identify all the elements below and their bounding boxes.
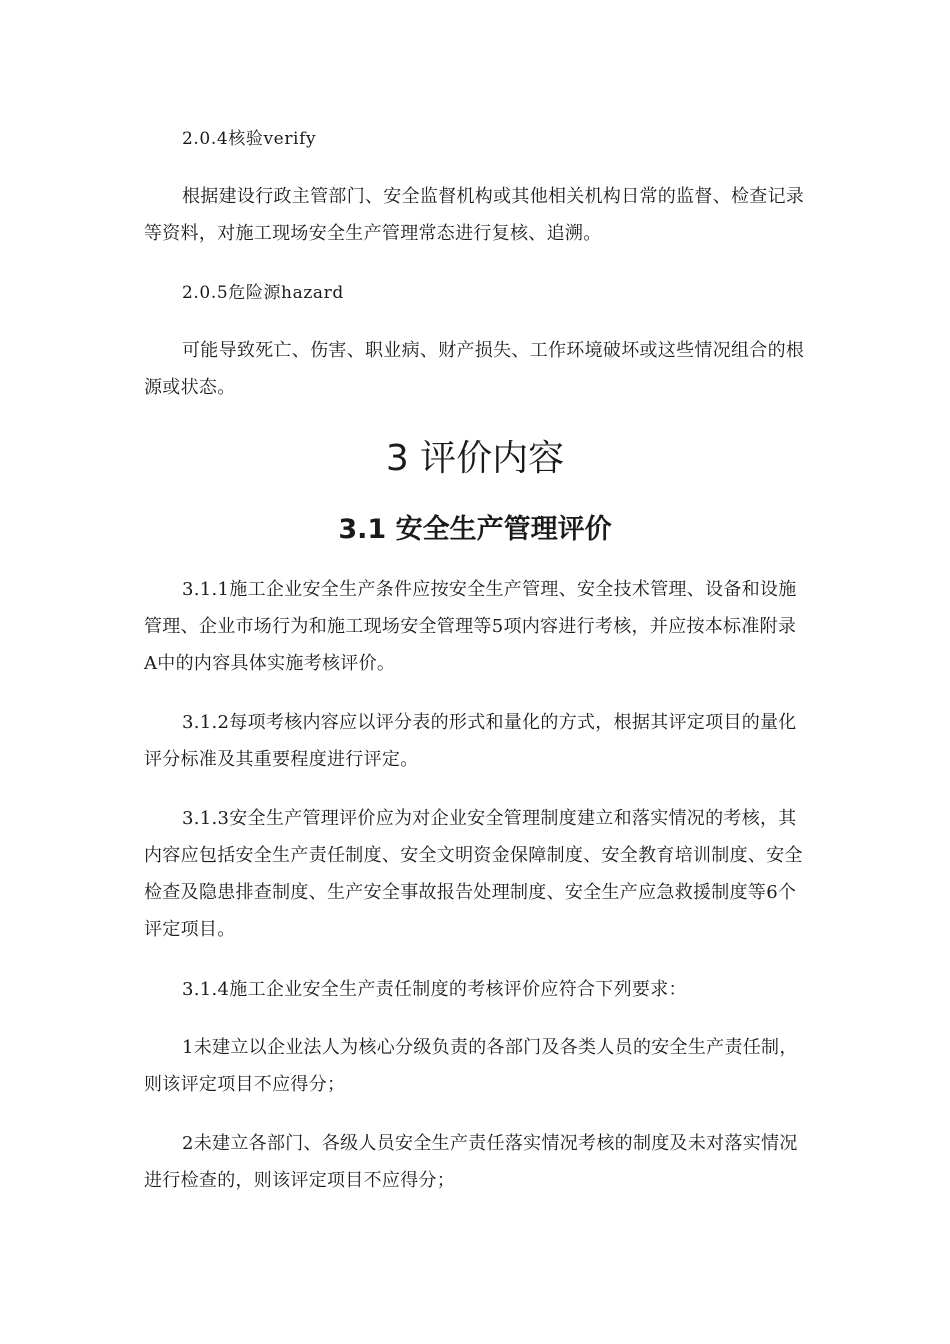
- section-title: 3.1 安全生产管理评价: [338, 514, 612, 545]
- clause-3-1-4: 3.1.4施工企业安全生产责任制度的考核评价应符合下列要求：: [182, 979, 687, 1000]
- list-item-2: 2未建立各部门、各级人员安全生产责任落实情况考核的制度及未对落实情况进行检查的，则该评定项目不应得分；: [144, 1133, 798, 1191]
- term-2-0-4-heading: 2.0.4核验verify: [182, 129, 317, 149]
- clause-3-1-2: 3.1.2每项考核内容应以评分表的形式和量化的方式，根据其评定项目的量化评分标准及其重要程度进行评定。: [144, 712, 797, 770]
- clause-3-1-3: 3.1.3安全生产管理评价应为对企业安全管理制度建立和落实情况的考核，其内容应包括安全生产责任制度、安全文明资金保障制度、安全教育培训制度、安全检查及隐患排查制度、生产安全事故报告处理制度、安全生产应急救援制度等6个评定项目。: [144, 808, 803, 940]
- term-2-0-5-definition: 可能导致死亡、伤害、职业病、财产损失、工作环境破坏或这些情况组合的根源或状态。: [144, 340, 805, 398]
- chapter-title: 3 评价内容: [385, 438, 565, 479]
- list-item-1: 1未建立以企业法人为核心分级负责的各部门及各类人员的安全生产责任制，则该评定项目不应得分；: [144, 1037, 798, 1095]
- term-2-0-4-definition: 根据建设行政主管部门、安全监督机构或其他相关机构日常的监督、检查记录等资料，对施工现场安全生产管理常态进行复核、追溯。: [144, 186, 805, 244]
- clause-3-1-1: 3.1.1施工企业安全生产条件应按安全生产管理、安全技术管理、设备和设施管理、企业市场行为和施工现场安全管理等5项内容进行考核，并应按本标准附录A中的内容具体实施考核评价。: [144, 579, 797, 674]
- term-2-0-5-heading: 2.0.5危险源hazard: [182, 283, 344, 303]
